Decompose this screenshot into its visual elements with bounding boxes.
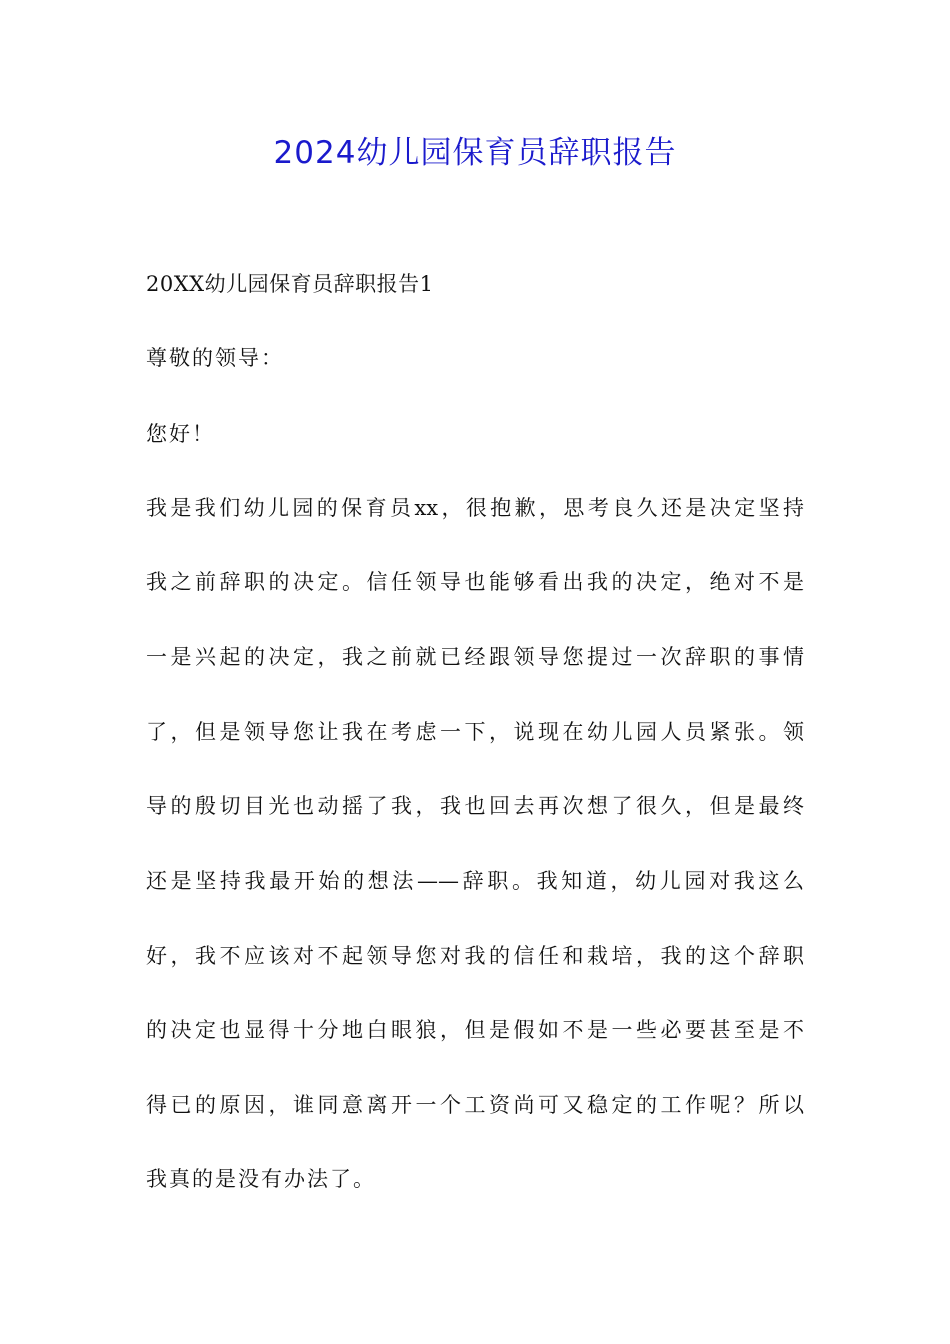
report-subtitle: 20XX幼儿园保育员辞职报告1 xyxy=(146,272,434,296)
body-line: 一是兴起的决定，我之前就已经跟领导您提过一次辞职的事情 xyxy=(146,645,804,669)
greeting: 您好！ xyxy=(146,422,215,446)
body-line: 导的殷切目光也动摇了我，我也回去再次想了很久，但是最终 xyxy=(146,794,804,818)
body-line-last: 我真的是没有办法了。 xyxy=(146,1167,376,1191)
body-line: 了，但是领导您让我在考虑一下，说现在幼儿园人员紧张。领 xyxy=(146,720,804,744)
body-line: 我之前辞职的决定。信任领导也能够看出我的决定，绝对不是 xyxy=(146,570,804,594)
body-line: 好，我不应该对不起领导您对我的信任和栽培，我的这个辞职 xyxy=(146,944,804,968)
document-title: 2024幼儿园保育员辞职报告 xyxy=(273,135,677,171)
body-line: 的决定也显得十分地白眼狼，但是假如不是一些必要甚至是不 xyxy=(146,1018,804,1042)
salutation: 尊敬的领导： xyxy=(146,346,284,370)
body-line: 我是我们幼儿园的保育员xx，很抱歉，思考良久还是决定坚持 xyxy=(146,496,804,520)
body-line: 得已的原因，谁同意离开一个工资尚可又稳定的工作呢？所以 xyxy=(146,1093,804,1117)
body-line: 还是坚持我最开始的想法——辞职。我知道，幼儿园对我这么 xyxy=(146,869,804,893)
